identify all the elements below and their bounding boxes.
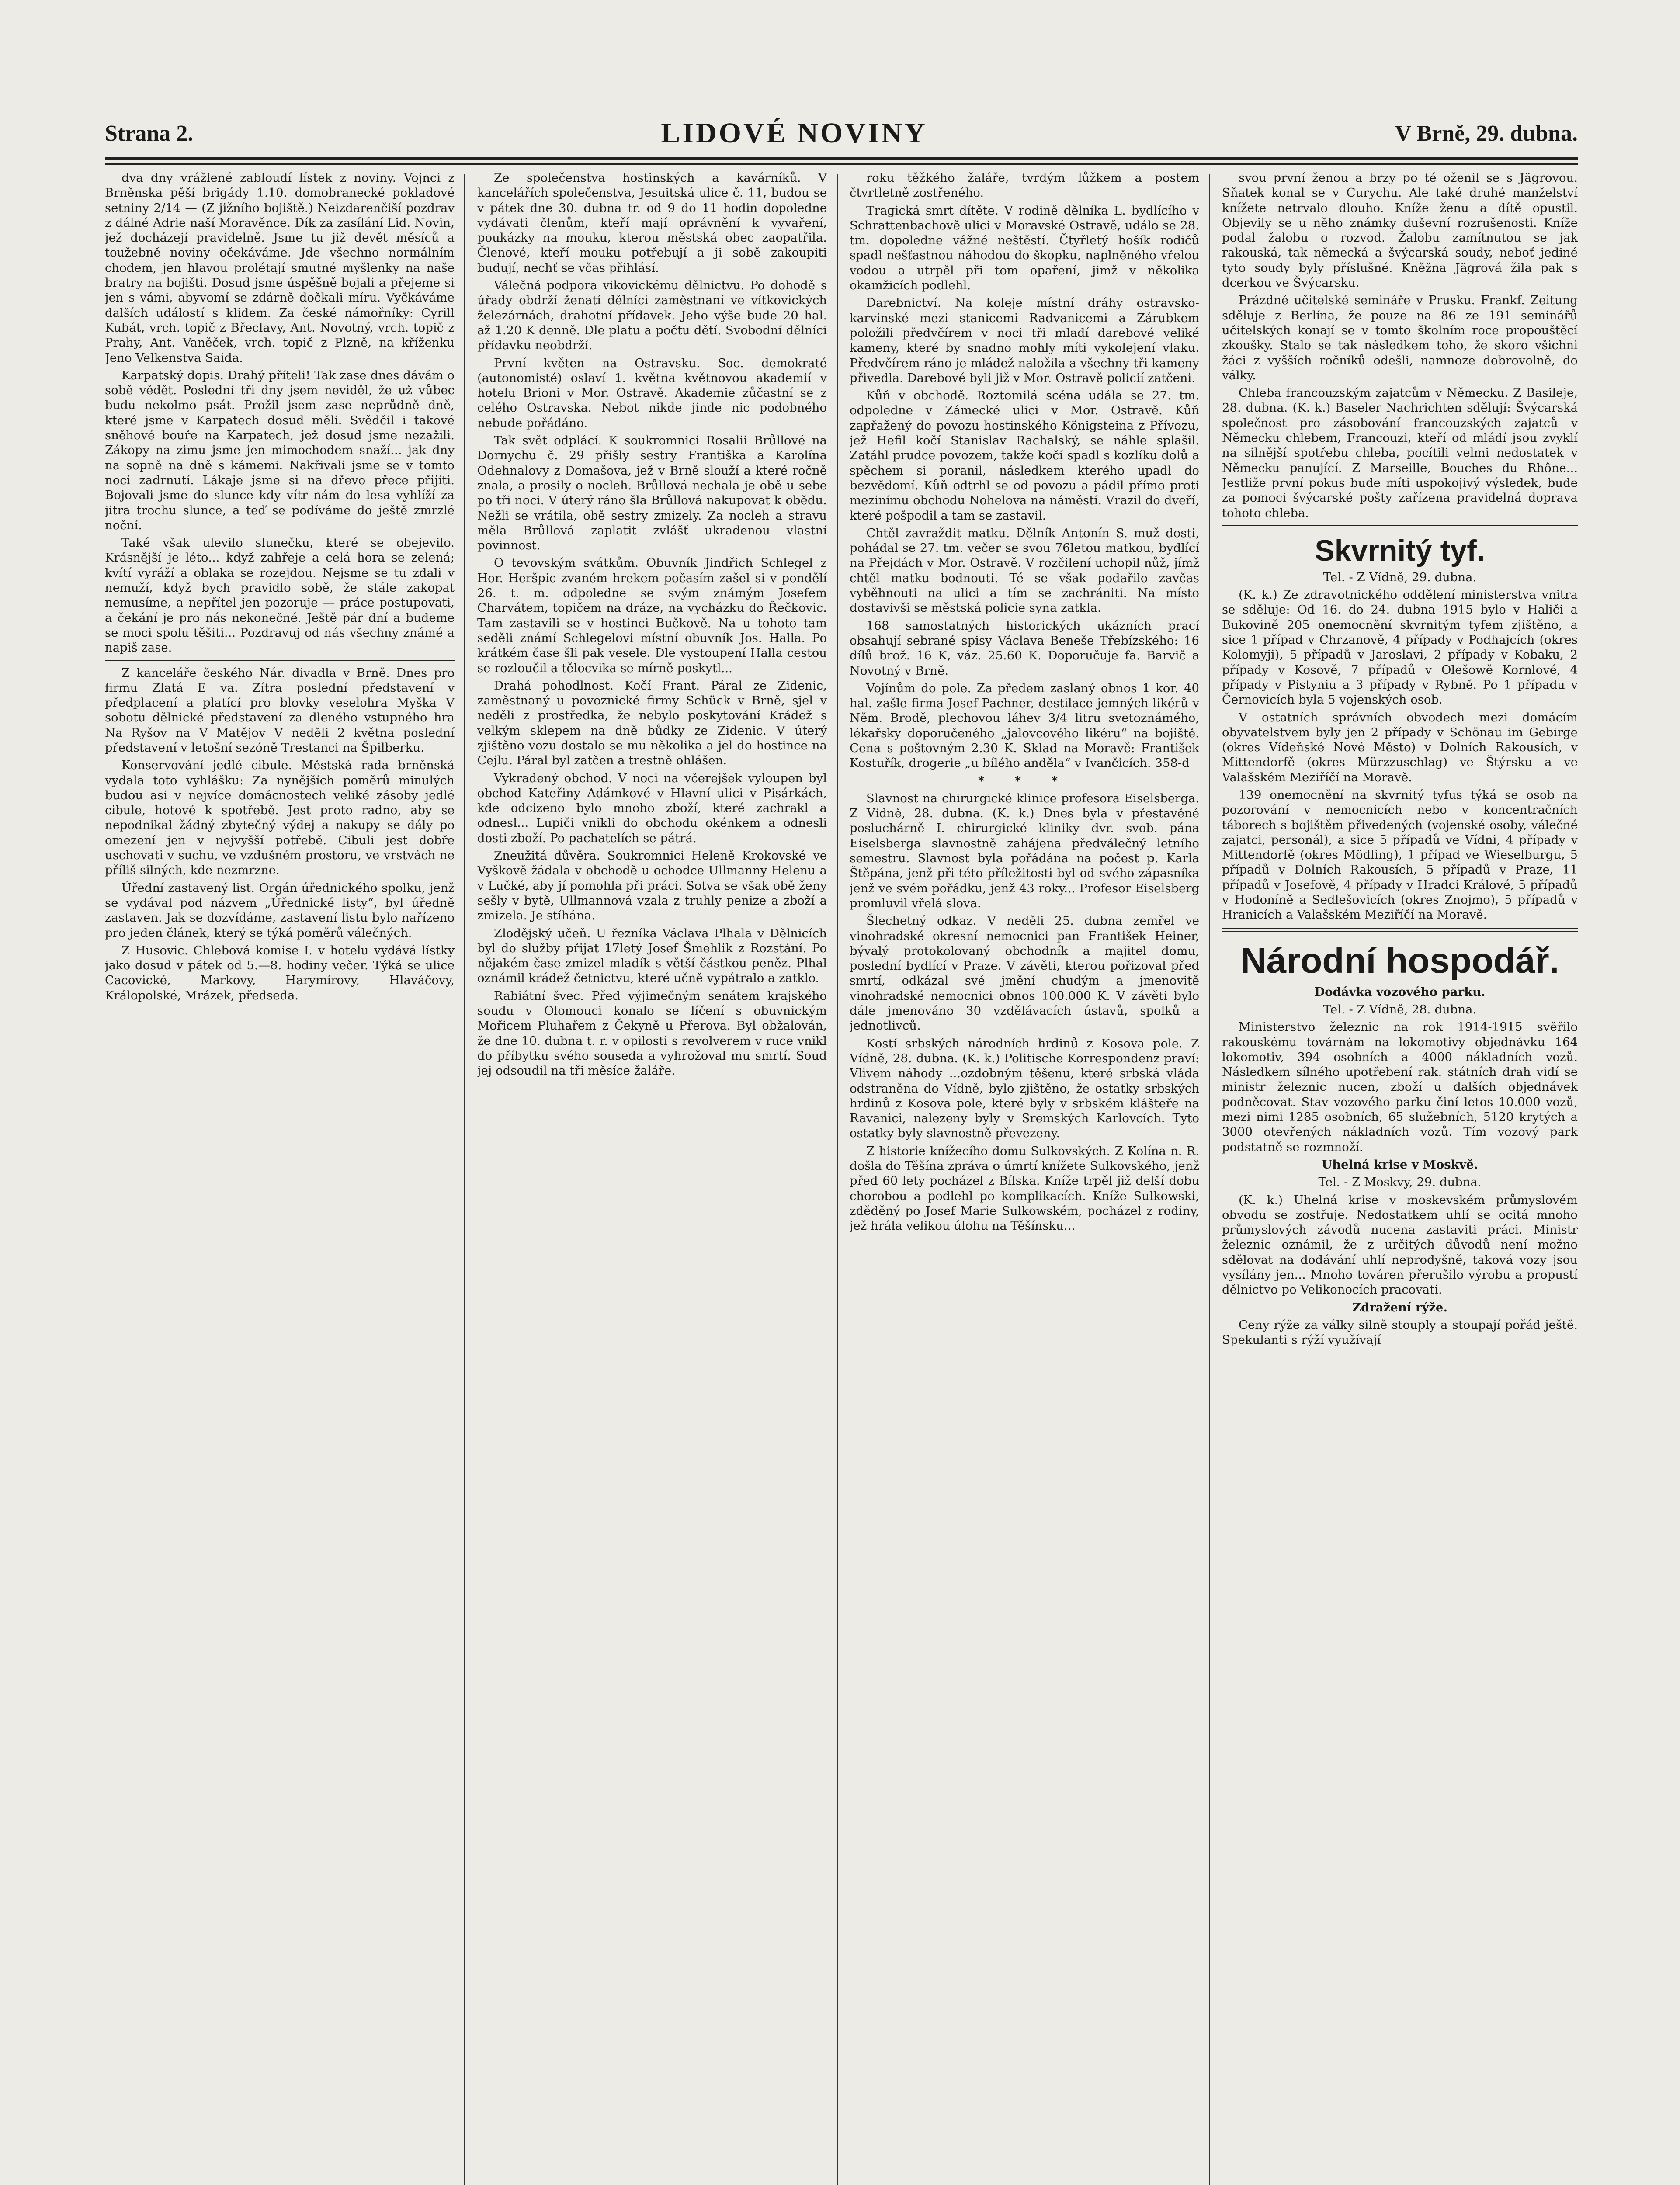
article-paragraph: (K. k.) Uhelná krise v moskevském průmyslovém obvodu se zostřuje. Nedostatkem uhlí se ocitá mnoho průmyslových závodů nucena zastaviti práci. Ministr železnic oznámil, že z určitých důvodů není možno sdělovat na dodávání uhlí neprodyšně, taková vozy jsou vysílány jen... Mnoho továren přerušilo výrobu a propustí dělnictvo po Velikonocích pracovati. [1222, 1193, 1578, 1297]
article-paragraph: dva dny vrážlené zabloudí lístek z noviny. Vojnci z Brněnska pěší brigády 1.10. domobranecké pokladové setniny 2/14 — (Z jižního bojiště.) Neizdarenčiší pozdrav z dálné Adrie naší Moravěnce. Dík za zasílání Lid. Novin, jež docházejí pravidelně. Jsme tu již devět měsíců a toužebně noviny očekáváme. Jde všechno normálním chodem, jen hlavou prolétají smutné myšlenky na naše bratry na bojišti. Dosud jsme úspěšně bojali a přejeme si jen s vámi, abyvomí se zdárně dočkali míru. Vyčkáváme dalších událostí s klidem. Za české námořníky: Cyrill Kubát, vrch. topič z Břeclavy, Ant. Novotný, vrch. topič z Prahy, Ant. Vaněček, vrch. topič z Plzně, na kříženku Jeno Velkenstva Saida. [105, 171, 455, 365]
article-paragraph: Zneužitá důvěra. Soukromnici Heleně Krokovské ve Vyškově žádala v obchodě u ochodce Ullmanny Helenu a v Lučké, aby jí pomohla při práci. Sotva se však obě ženy sešly v bytě, Ullmannová vzala z truhly penize a zboží a zmizela. Je stíhána. [477, 849, 827, 923]
article-paragraph: Kůň v obchodě. Roztomilá scéna udála se 27. tm. odpoledne v Zámecké ulici v Mor. Ostravě. Kůň zapřažený do povozu hostinského Königsteina z Přívozu, jež Hefil kočí Stanislav Rachalský, se náhle splašil. Zatáhl prudce povozem, takže kočí spadl s kozlíku dolů a spěchem si poranil, následkem kterého upadl do bezvědomí. Kůň odtrhl se od povozu a pádil přímo proti mezinímu obchodu Nohelova na náměstí. Vrazil do dveří, které pošpodil a tam se zastavil. [850, 388, 1199, 523]
column-4 [1222, 170, 1578, 2185]
article-paragraph: Slavnost na chirurgické klinice profesora Eiselsberga. Z Vídně, 28. dubna. (K. k.) Dnes byla v přestavěné posluchárně I. chirurgické kliniky dvr. svob. pána Eiselsberga slavnostně zahájena předválečný letního semestru. Slavnost byla pořádána na počest p. Karla Štěpána, jenž při této příležitosti byl od svého zápasníka jenž ve svém pořádku, jenž 43 roky... Profesor Eiselsberg promluvil vřelá slova. [850, 791, 1199, 910]
column-divider [1209, 174, 1210, 2185]
section-heading-text: Národní hospodář. [1240, 940, 1559, 981]
article-paragraph: Ze společenstva hostinských a kavárníků. V kancelářích společenstva, Jesuitská ulice č. 11, budou se v pátek dne 30. dubna tr. od 9 do 11 hodin dopoledne vydávati členům, kteří mají oprávnění k vyvaření, poukázky na mouku, kterou městská obec zaopatřila. Členové, kteří mouku potřebují a ji sobě zakoupiti budují, nechť se včas přihlásí. [477, 171, 827, 275]
section-separator [1222, 928, 1578, 932]
article-paragraph: 139 onemocnění na skvrnitý tyfus týká se osob na pozorování v nemocnicích nebo v koncentračních táborech s bojištěm přivedených (vojenské osoby, válečné zajatci, personál), a sice 5 případů ve Vídni, 4 případy v Mittendorfě (okres Mödling), 1 případ ve Wieselburgu, 5 případů v Dolních Rakousích, 5 případů v Praze, 11 případů v Josefově, 4 případy v Hradci Králové, 5 případů v Hodoníně a Sedlešovicích (okres Znojmo), 5 případů v Hranicích a Valašském Meziříčí na Moravě. [1222, 787, 1578, 922]
section-heading-economy [1222, 940, 1578, 982]
dateline: Tel. - Z Moskvy, 29. dubna. [1318, 1175, 1482, 1190]
headline-text: Skvrnitý tyf. [1315, 534, 1485, 567]
dateline: Tel. - Z Vídně, 29. dubna. [1323, 570, 1477, 584]
masthead-rule [105, 157, 1578, 160]
article-paragraph: Rabiátní švec. Před výjimečným senátem krajského soudu v Olomouci konalo se líčení s obuvnickým Mořicem Pluhařem z Čekyně u Přerova. Byl obžalován, že dne 10. dubna t. r. v opilosti s revolverem v ruce vnikl do příbytku svého souseda a vyhrožoval mu smrtí. Soud jej odsoudil na tři měsíce žaláře. [477, 988, 827, 1078]
separator [105, 660, 455, 661]
column-1 [105, 170, 455, 2185]
article-paragraph: Darebnictví. Na koleje místní dráhy ostravsko-karvinské mezi stanicemi Radvanicemi a Zárubkem položili předvčírem v noci tři mladí darebové veliké kameny, které by snadno mohly míti vykolejení vlaku. Předvčírem ráno je mládež naložila a všechny tři kameny přivedla. Darebové byli již v Mor. Ostravě policií zatčeni. [850, 296, 1199, 385]
article-paragraph: (K. k.) Ze zdravotnického oddělení ministerstva vnitra se sděluje: Od 16. do 24. dubna 1915 bylo v Haliči a Bukovině 205 onemocnění skvrnitým tyfem zjištěno, a sice 1 případ v Chrzanově, 4 případy v Podhajcích (okres Kolomyji), 5 případů v Jaroslavi, 2 případy v Kobaku, 2 případy v Kosově, 7 případů v Olešowě Kornlové, 4 případy v Pistyniu a 3 případy v Rybně. Po 1 případu v Černovicích byla 5 vojenských osob. [1222, 588, 1578, 707]
article-paragraph: svou první ženou a brzy po té oženil se s Jägrovou. Sňatek konal se v Curychu. Ale také druhé manželství knížete netrvalo dlouho. Kníže ženu a dítě opustil. Objevily se u něho známky duševní rozrušenosti. Kníže podal žalobu o rozvod. Žalobu zamítnutou se jak rakouská, tak německá a švýcarská soudy, neboť jediné tyto soudy byly příslušné. Kněžna Jägrová žila pak s dcerkou ve Švýcarsku. [1222, 171, 1578, 290]
masthead [105, 109, 1578, 157]
article-paragraph: Kostí srbských národních hrdinů z Kosova pole. Z Vídně, 28. dubna. (K. k.) Politische Korrespondenz praví: Vlivem náhody ...ozdobným těšenu, které srbská vláda odstraněna do Vídně, bylo zjištěno, že ostatky srbských hrdinů z Kosova pole, které byly v srbském klášteře na Ravanici, nalezeny byly v Sremských Karlovcích. Tyto ostatky byly slavnostně převezeny. [850, 1036, 1199, 1141]
article-paragraph: Z historie knížecího domu Sulkovských. Z Kolína n. R. došla do Těšína zpráva o úmrtí knížete Sulkovského, jenž před 60 lety pocházel z Bílska. Kníže trpěl již delší dobu chorobou a podlehl po komplikacích. Kníže Sulkowski, zděděný po Josef Marie Sulkowském, pocházel z rodiny, jež hrála velikou úlohu na Těšínsku... [850, 1144, 1199, 1233]
article-paragraph: Také však ulevilo slunečku, které se obejevilo. Krásnější je léto... když zahřeje a celá hora se zelená; kvítí vyráží a oblaka se rozejdou. Nejsme se tu zdali v nemuží, když bych pravidlo sobě, že stále zakopat nemusíme, a nepřítel jen pozoruje — práce postupovati, a čekání je pro nás nekonečné. Ještě pár dní a budeme se moci spolu těšiti... Pozdravuj od nás všechny známé a napiš zase. [105, 536, 455, 655]
place-date: V Brně, 29. dubna. [1395, 121, 1578, 146]
dateline: Tel. - Z Vídně, 28. dubna. [1323, 1002, 1477, 1016]
advertisement: 168 samostatných historických ukázních prací obsahují sebrané spisy Václava Beneše Třebízského: 16 dílů brož. 16 K, váz. 25.60 K. Doporučuje fa. Barvič a Novotný v Brně. [850, 618, 1199, 678]
article-paragraph: Z Husovic. Chlebová komise I. v hotelu vydává lístky jako dosud v pátek od 5.—8. hodiny večer. Týká se ulice Cacovické, Markovy, Harymírovy, Hlaváčovy, Králopolské, Mrázek, předseda. [105, 943, 455, 1002]
article-paragraph: První květen na Ostravsku. Soc. demokraté (autonomisté) oslaví 1. května květnovou akademií v hotelu Brioni v Mor. Ostravě. Akademie zůčastní se z celého Ostravska. Nebot nikde jinde nic podobného nebude pořádáno. [477, 356, 827, 430]
article-paragraph: Z kanceláře českého Nár. divadla v Brně. Dnes pro firmu Zlatá E va. Zítra poslední představení v předplacení a platící pro blovky veselohra Myška V sobotu dělnické představení za dleného vstupného hra Na Ryšov na V Matějov V neděli 2 května poslední představení v letošní sezóně Trestanci na Špilberku. [105, 666, 455, 755]
column-divider [464, 174, 465, 2185]
page-number: Strana 2. [105, 121, 194, 146]
article-paragraph: Chleba francouzským zajatcům v Německu. Z Basileje, 28. dubna. (K. k.) Baseler Nachrichten sdělují: Švýcarská společnost pro zásobování francouzských zajatců v Německu chlebem, Francouzi, kteří od mládí jsou zvyklí na silnější spotřebu chleba, pocítili velmi nedostatek v Německu panující. Z Marseille, Bouches du Rhône... Jestliže první pokus bude míti uspokojivý výsledek, bude za pomoci švýcarské pošty zařízena pravidelná doprava tohoto chleba. [1222, 386, 1578, 520]
subheading: Zdražení rýže. [1352, 1300, 1447, 1314]
headline-typhus [1222, 534, 1578, 567]
masthead-rule-thin [105, 163, 1578, 165]
article-paragraph: Drahá pohodlnost. Kočí Frant. Páral ze Zidenic, zaměstnaný u povoznické firmy Schück v Brně, sjel v neděli z prostředka, že nebylo poskytování Krádež s velkým sklepem na dně bůdky ze Zidenic. V úterý zjištěno vozu dostalo se mu několika a jel do hostince na Cejlu. Páral byl zatčen a trestně ohlášen. [477, 678, 827, 768]
article-paragraph: Úřední zastavený list. Orgán úřednického spolku, jenž se vydával pod názvem „Úřednické listy“, byl úředně zastaven. Jak se dozvídáme, zastavení listu bylo nařízeno pro jeden článek, který se týká poměrů válečných. [105, 881, 455, 940]
article-paragraph: Prázdné učitelské semináře v Prusku. Frankf. Zeitung sděluje z Berlína, že pouze na 86 ze 191 seminářů učitelských konají se v tomto školním roce propouštěcí zkoušky. Stalo se tak následkem toho, že skoro všichni žáci z vyšších ročníků odešli, namnoze dobrovolně, do války. [1222, 293, 1578, 382]
article-paragraph: Chtěl zavraždit matku. Dělník Antonín S. muž dosti, pohádal se 27. tm. večer se svou 76letou matkou, bydlící na Přejdách v Mor. Ostravě. V rozčilení uchopil nůž, jímž chtěl matku bodnouti. Té se však podařilo zavčas vyběhnouti na ulici a tím se zachrániti. Na místo dostavivši se městská policie syna zatkla. [850, 526, 1199, 615]
section-stars: * * * [978, 773, 1071, 788]
article-paragraph: Ministerstvo železnic na rok 1914-1915 svěřilo rakouskému továrnám na lokomotivy objednávku 164 lokomotiv, 394 osobních a 4000 nákladních vozů. Následkem sílného upotřebení rak. státních drah vidí se ministr železnic nucen, zboží u dalších objednávek podněcovat. Stav vozového parku činí letos 10.000 vozů, mezi nimi 1285 osobních, 65 služebních, 5120 krytých a 3000 otevřených nákladních vozů. Tím vozový park podstatně se rozmnoží. [1222, 1020, 1578, 1154]
subheading: Uhelná krise v Moskvě. [1322, 1157, 1478, 1172]
separator [1222, 525, 1578, 526]
subheading: Dodávka vozového parku. [1314, 985, 1486, 999]
newspaper-title: LIDOVÉ NOVINY [661, 117, 927, 149]
column-2 [477, 170, 827, 2185]
article-paragraph: Šlechetný odkaz. V neděli 25. dubna zemřel ve vinohradské okresní nemocnici pan František Heiner, bývalý protokolovaný obchodník a majitel domu, poslední bydlící v Praze. V závěti, kterou pořizoval před smrtí, odkázal své jmění chudým a jmenovitě vinohradské nemocnici obnos 100.000 K. V závěti bylo dále jmenováno 30 vzdělávacích ústavů, spolků a jednotlivců. [850, 914, 1199, 1033]
article-paragraph: Konservování jedlé cibule. Městská rada brněnská vydala toto vyhlášku: Za nynějších poměrů minulých budou asi v nejvíce domácnostech veliké zásoby jedlé cibule, hotové k spotřebě. Jest proto radno, aby se nepodnikal žádný zbytečný výdej a nakupy se dály po omezení jen v nejvyšší potřebě. Cibuli jest dobře uschovati v suchu, ve vzdušném prostoru, ve vrstvách ne příliš silných, kde nezmrzne. [105, 758, 455, 877]
columns [105, 170, 1578, 2185]
article-paragraph: Válečná podpora vikovickému dělnictvu. Po dohodě s úřady obdrží ženatí dělníci zaměstnaní ve vítkovických železárnách, drahotní přídavek. Jeho výše bude 20 hal. až 1.20 K denně. Dle platu a počtu dětí. Svobodní dělníci přídavku neobdrží. [477, 278, 827, 353]
article-paragraph: Zlodějský učeň. U řezníka Václava Plhala v Dělnicích byl do služby přijat 17letý Josef Šmehlik z Rozstání. Po nějakém čase zmizel mladík s větší částkou peněz. Plhal oznámil krádež četnictvu, které učně vypátralo a zatklo. [477, 926, 827, 985]
column-3 [850, 170, 1199, 2185]
article-paragraph: Tragická smrt dítěte. V rodině dělníka L. bydlícího v Schrattenbachově ulici v Moravské Ostravě, událo se 28. tm. dopoledne vážné neštěstí. Čtyřletý hošík rodičů spadl nešťastnou náhodou do škopku, naplněného vřelou vodou a utrpěl při tom opaření, jimž v několika okamžicích podlehl. [850, 203, 1199, 293]
article-paragraph: Ceny rýže za války silně stouply a stoupají pořád ještě. Spekulanti s rýží využívají [1222, 1318, 1578, 1347]
article-paragraph: V ostatních správních obvodech mezi domácím obyvatelstvem byly jen 2 případy v Schönau im Gebirge (okres Vídeňské Nové Město) v Dolních Rakousích, v Mittendorfě (okres Mürzzuschlag) ve Štýrsku a ve Valašském Meziříčí na Moravě. [1222, 710, 1578, 784]
advertisement: Vojínům do pole. Za předem zaslaný obnos 1 kor. 40 hal. zašle firma Josef Pachner, destilace jemných likérů v Něm. Brodě, plechovou láhev 3/4 litru svetoznámého, lékařsky doporučeného „jalovcového likéru“ na bojiště. Cena s poštovným 2.30 K. Sklad na Moravě: František Kostuřík, drogerie „u bílého anděla“ v Ivančicích. 358-d [850, 681, 1199, 770]
column-divider [837, 174, 838, 2185]
article-paragraph: Tak svět odplácí. K soukromnici Rosalii Brůllové na Dornychu č. 29 přišly sestry Františka a Karolína Odehnalovy z Domašova, jež v Brně slouží a které ročně znala, a prosily o nocleh. Brůllová nechala je obě u sebe po tři noci. V úterý ráno šla Brůllová nakupovat k obědu. Nežli se vrátila, obě sestry zmizely. Za nocleh a stravu měla Brůllová zaplatit zvlášť ukradenou vlastní povinnost. [477, 434, 827, 553]
article-paragraph: roku těžkého žaláře, tvrdým lůžkem a postem čtvrtletně zostřeného. [850, 171, 1199, 200]
article-paragraph: Vykradený obchod. V noci na včerejšek vyloupen byl obchod Kateřiny Adámkové v Hlavní ulici v Pisárkách, kde odcizeno bylo mnoho zboží, které zachrakl a odnesl... Lupiči vnikli do obchodu okénkem a odnesli dosti zboží. Po pachatelích se pátrá. [477, 771, 827, 845]
article-paragraph: O tevovským svátkům. Obuvník Jindřich Schlegel z Hor. Heršpic zvaném hrekem počasím zašel si v pondělí 26. t. m. odpoledne se svým známým Josefem Charvátem, topičem na dráze, na vycházku do Řečkovic. Tam zastavili se v hostinci Bučkově. Na u tohoto tam seděli známí Schlegelovi místní obuvník Jos. Halla. Po krátkém čase šli pak vesele. Dle vystoupení Halla cestou se rozloučil a tělocvika se mírně poskytl... [477, 556, 827, 675]
article-paragraph: Karpatský dopis. Drahý příteli! Tak zase dnes dávám o sobě vědět. Poslední tři dny jsem neviděl, že už vůbec budu nekolmo psát. Prožil jsem zase neprůdně dně, které jsme v Karpatech dosud měli. Svědčil i takové sněhové bouře na Karpatech, jež dosud jsme nezažili. Zákopy na zimu jsme jen mimochodem snaží... jak dny na sopně na dně s kámemi. Nakřivali jsme se v tomto noci zadrnutí. Lákaje jsme si na dřevo přece přijíti. Bojovali jsme do slunce kdy vítr nám do lesa vyhlíží za jitra trochu slunce, a teď se podíváme do ještě zmrzlé noční. [105, 368, 455, 532]
